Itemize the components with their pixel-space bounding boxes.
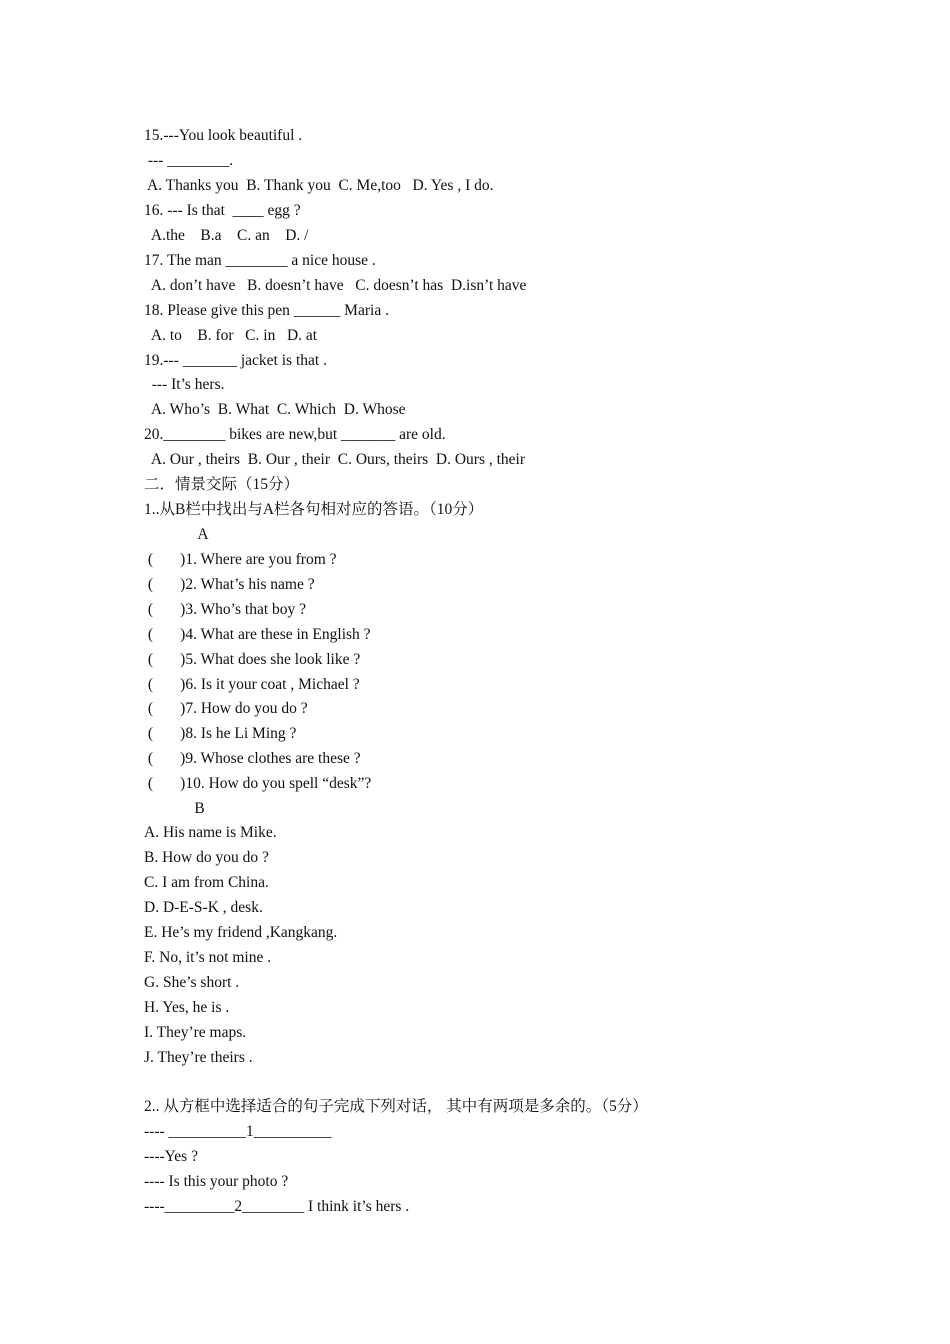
answer-b-h: H. Yes, he is . [144,999,230,1016]
answer-b-g: G. She’s short . [144,974,240,991]
text-line: 16. --- Is that ____ egg ? [144,202,301,219]
text-line: --- ________. [144,152,234,169]
text-line: 1..从B栏中找出与A栏各句相对应的答语。（10分） [144,501,484,518]
answer-b-d: D. D-E-S-K , desk. [144,899,263,916]
text-line: A. Who’s B. What C. Which D. Whose [144,401,406,418]
dialogue-line: ----_________2________ I think it’s hers . [144,1198,410,1215]
answer-b-i: I. They’re maps. [144,1024,247,1041]
answer-b-c: C. I am from China. [144,874,269,891]
text-line: A.the B.a C. an D. / [144,227,309,244]
answer-b-j: J. They’re theirs . [144,1049,253,1066]
question-a-2: ( )2. What’s his name ? [144,576,315,593]
text-line: 19.--- _______ jacket is that . [144,352,327,369]
column-heading-b: B [144,800,205,817]
column-heading-a: A [144,526,209,543]
text-line: A. don’t have B. doesn’t have C. doesn’t has D.isn’t have [144,277,527,294]
text-line: 18. Please give this pen ______ Maria . [144,302,389,319]
question-a-1: ( )1. Where are you from ? [144,551,337,568]
question-a-7: ( )7. How do you do ? [144,700,308,717]
question-a-8: ( )8. Is he Li Ming ? [144,725,297,742]
answer-b-f: F. No, it’s not mine . [144,949,272,966]
dialogue-line: ---- Is this your photo ? [144,1173,289,1190]
text-line: 20.________ bikes are new,but _______ are old. [144,426,446,443]
answer-b-a: A. His name is Mike. [144,824,277,841]
text-line: A. Thanks you B. Thank you C. Me,too D. Yes , I do. [144,177,494,194]
text-line: A. Our , theirs B. Our , their C. Ours, theirs D. Ours , their [144,451,525,468]
question-a-9: ( )9. Whose clothes are these ? [144,750,361,767]
section-heading: 二．情景交际（15分） [144,476,300,493]
question-a-5: ( )5. What does she look like ? [144,651,361,668]
question-a-6: ( )6. Is it your coat , Michael ? [144,676,360,693]
text-line: --- It’s hers. [144,376,225,393]
question-a-10: ( )10. How do you spell “desk”? [144,775,372,792]
answer-b-b: B. How do you do ? [144,849,269,866]
question-a-3: ( )3. Who’s that boy ? [144,601,307,618]
section-instruction: 2.. 从方框中选择适合的句子完成下列对话， 其中有两项是多余的。（5分） [144,1098,648,1115]
dialogue-line: ----Yes ? [144,1148,198,1165]
text-line: 15.---You look beautiful . [144,127,303,144]
answer-b-e: E. He’s my fridend ,Kangkang. [144,924,338,941]
dialogue-line: ---- __________1__________ [144,1123,332,1140]
text-line: 17. The man ________ a nice house . [144,252,376,269]
question-a-4: ( )4. What are these in English ? [144,626,371,643]
text-line: A. to B. for C. in D. at [144,327,318,344]
